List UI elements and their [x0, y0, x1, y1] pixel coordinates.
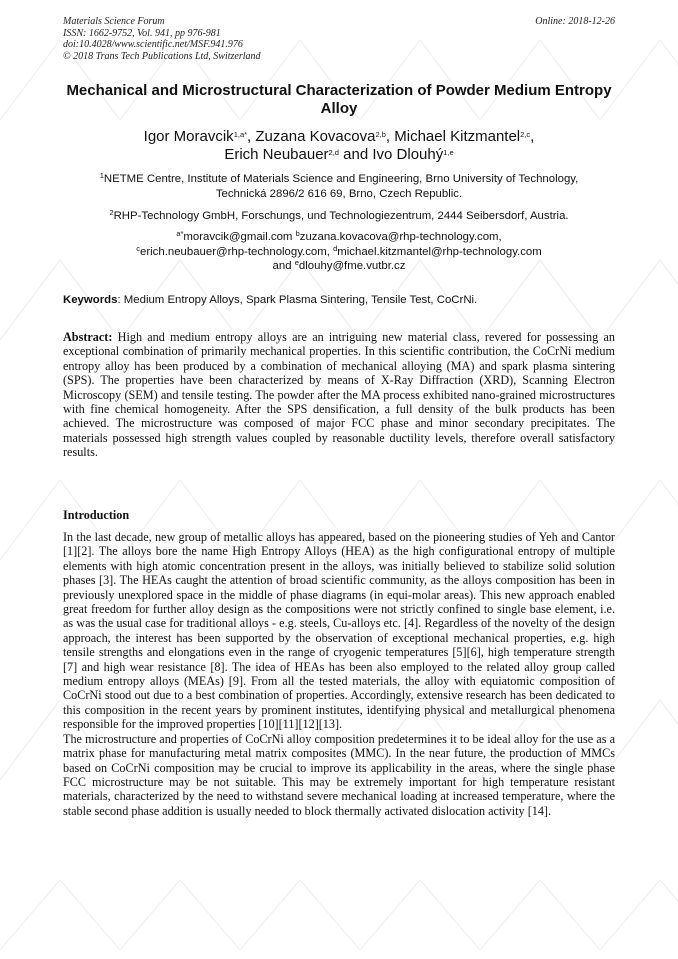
affiliation-sup: 2: [109, 208, 114, 217]
author-sup: 2,d: [328, 148, 339, 157]
copyright-line: © 2018 Trans Tech Publications Ltd, Switzerland: [63, 50, 261, 62]
author-sup: 2,c: [520, 130, 531, 139]
author-name: Michael Kitzmantel: [394, 128, 521, 145]
email-link[interactable]: moravcik@gmail.com: [183, 231, 293, 243]
journal-name: Materials Science Forum: [63, 16, 165, 27]
author-name: Zuzana Kovacova: [255, 128, 376, 145]
author-sup: 2,b: [375, 130, 386, 139]
abstract-label: Abstract:: [63, 330, 113, 344]
header-left: [63, 16, 615, 62]
affiliation-text: RHP-Technology GmbH, Forschungs, und Technologiezentrum, 2444 Seibersdorf, Austria.: [113, 210, 569, 222]
keywords-label: Keywords: [63, 294, 118, 306]
email-sup: b: [295, 229, 300, 238]
email-sup: d: [333, 243, 338, 253]
affiliation-text: Technická 2896/2 616 69, Brno, Czech Republic.: [215, 188, 463, 200]
email-link[interactable]: zuzana.kovacova@rhp-technology.com,: [299, 231, 502, 243]
author-name: Igor Moravcik: [143, 128, 234, 145]
email-and: and: [272, 260, 292, 272]
paper-title: Mechanical and Microstructural Characterization of Powder Medium Entropy Alloy: [66, 82, 612, 117]
abstract-text: High and medium entropy alloys are an intriguing new material class, revered for possessing an exceptional combination of primarily mechanical properties. In this scientific contribution, the CoCrNi medium entropy alloy has been produced by a combination of mechanical alloying (MA) and spark plasma sintering (SPS). The properties have been characterized by means of X-Ray Diffraction (XRD), Scanning Electron Microscopy (SEM) and tensile testing. The powder after the MA process exhibited nano-grained microstructures with fine chemical homogeneity. After the SPS densification, a full density of the bulk products has been achieved. The microstructure was composed of major FCC phase and minor secondary precipitates. The materials possessed high strength values coupled by reasonable ductility levels, therefore overall satisfactory results.: [63, 330, 615, 460]
affiliation-text: NETME Centre, Institute of Materials Science and Engineering, Brno University of Technology,: [103, 173, 579, 185]
paragraph: In the last decade, new group of metallic alloys has appeared, based on the pioneering studies of Yeh and Cantor [1][2]. The alloys bore the name High Entropy Alloys (HEA) as the high configurational entropy of multiple elements with high atomic concentration present in the alloys, was initially believed to stabilize solid solution phases [3]. The HEAs caught the attention of broad scientific community, as the alloys composition has been in previously unexplored space in the middle of phase diagrams (in equi-molar areas). This new approach enabled great freedom for further alloy design as the compositions were not strictly confined to single base element, i.e. as was the usual case for traditional alloys - e.g. steels, Cu-alloys etc. [4]. Regardless of the novelty of the design approach, the interest has been supported by the observation of exceptional mechanical properties, e.g. high tensile strengths and elongations even in the range of cryogenic temperatures [5][6], high temperature strength [7] and high wear resistance [8]. The idea of HEAs has been also employed to the related alloy group called medium entropy alloys (MEAs) [9]. From all the tested materials, the alloy with equiatomic composition of CoCrNi stood out due to a best combination of properties. Accordingly, extensive research has been dedicated to this composition in the recent years by prominent institutes, identifying physical and metallurgical phenomena responsible for the improved properties [10][11][12][13].: [63, 530, 615, 732]
email-link[interactable]: erich.neubauer@rhp-technology.com,: [140, 245, 330, 258]
author-sup: 1,e: [443, 148, 454, 157]
keywords-text: : Medium Entropy Alloys, Spark Plasma Sintering, Tensile Test, CoCrNi.: [117, 294, 478, 306]
introduction-body: [63, 530, 615, 818]
email-list: [63, 230, 615, 274]
email-sup: a*: [176, 229, 184, 238]
section-heading: Introduction: [63, 508, 130, 522]
affiliation-1: [63, 172, 615, 202]
affiliation-2: [63, 209, 615, 224]
affiliation-sup: 1: [99, 171, 104, 180]
issn-line: ISSN: 1662-9752, Vol. 941, pp 976-981: [63, 27, 221, 39]
doi-line[interactable]: doi:10.4028/www.scientific.net/MSF.941.976: [63, 39, 243, 50]
journal-header: [63, 16, 615, 62]
email-sup: c: [136, 243, 141, 253]
author-list: Igor Moravcik$^{1,a*}$, Zuzana Kovacova$^{2,b}$, Michael Kitzmantel$^{2,c}$, Erich Neubauer$^{2,d}$ and Ivo Dlouhý$^{1,e}$: [143, 128, 535, 163]
author-name: Erich Neubauer: [224, 146, 329, 163]
author-sup: 1,a*: [233, 130, 248, 139]
keywords: [63, 293, 615, 307]
email-link[interactable]: michael.kitzmantel@rhp-technology.com: [337, 245, 542, 258]
paragraph: The microstructure and properties of CoCrNi alloy composition predetermines it to be ideal alloy for the use as a matrix phase for manufacturing metal matrix composites (MMC). In the near future, the production of MMCs based on CoCrNi composition may be crucial to improve its applicability in the areas, where the single phase FCC microstructure may be not suitable. This may be extremely important for high temperature resistant materials, characterized by the need to withstand severe mechanical loading at increased temperature, where the stable second phase addition is usually needed to block thermally activated dislocation activity [14].: [63, 731, 615, 818]
abstract: [63, 330, 615, 460]
email-link[interactable]: dlouhy@fme.vutbr.cz: [298, 260, 406, 272]
email-sup: e: [294, 258, 299, 267]
author-name: Ivo Dlouhý: [372, 146, 444, 163]
online-date: Online: 2018-12-26: [535, 16, 615, 27]
